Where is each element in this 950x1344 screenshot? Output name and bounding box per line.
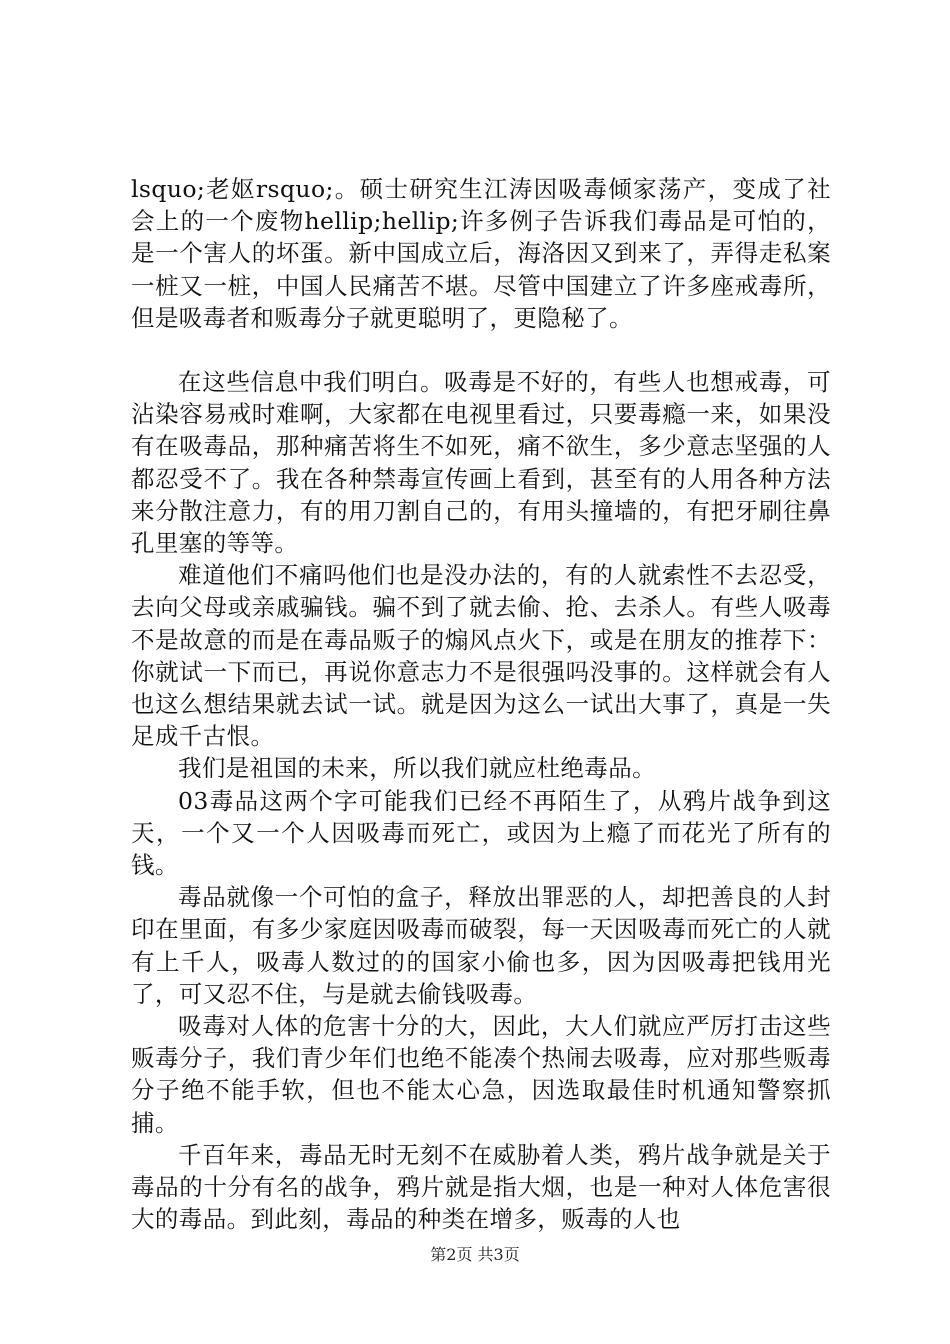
paragraph-5: 03毒品这两个字可能我们已经不再陌生了，从鸦片战争到这天，一个又一个人因吸毒而死亡，或因为上瘾了而花光了所有的钱。 [131,786,831,880]
paragraph-7: 吸毒对人体的危害十分的大，因此，大人们就应严厉打击这些贩毒分子，我们青少年们也绝不能凑个热闹去吸毒，应对那些贩毒分子绝不能手软，但也不能太心急，因选取最佳时机通知警察抓捕。 [131,1012,831,1137]
paragraph-1: lsquo;老妪rsquo;。硕士研究生江涛因吸毒倾家荡产，变成了社会上的一个废物hellip;hellip;许多例子告诉我们毒品是可怕的，是一个害人的坏蛋。新中国成立后，海洛因又到来了，弄得走私案一桩又一桩，中国人民痛苦不堪。尽管中国建立了许多座戒毒所，但是吸毒者和贩毒分子就更聪明了，更隐秘了。 [131,175,831,332]
paragraph-2: 在这些信息中我们明白。吸毒是不好的，有些人也想戒毒，可沾染容易戒时难啊，大家都在电视里看过，只要毒瘾一来，如果没有在吸毒品，那种痛苦将生不如死，痛不欲生，多少意志坚强的人都忍受不了。我在各种禁毒宣传画上看到，甚至有的人用各种方法来分散注意力，有的用刀割自己的，有用头撞墙的，有把牙刷往鼻孔里塞的等等。 [131,368,831,558]
paragraph-3: 难道他们不痛吗他们也是没办法的，有的人就索性不去忍受，去向父母或亲戚骗钱。骗不到了就去偷、抢、去杀人。有些人吸毒不是故意的而是在毒品贩子的煽风点火下，或是在朋友的推荐下：你就试一下而已，再说你意志力不是很强吗没事的。这样就会有人也这么想结果就去试一试。就是因为这么一试出大事了，真是一失足成千古恨。 [131,561,831,751]
paragraph-8: 千百年来，毒品无时无刻不在威胁着人类，鸦片战争就是关于毒品的十分有名的战争，鸦片就是指大烟，也是一种对人体危害很大的毒品。到此刻，毒品的种类在增多，贩毒的人也 [131,1140,831,1234]
paragraph-6: 毒品就像一个可怕的盒子，释放出罪恶的人，却把善良的人封印在里面，有多少家庭因吸毒而破裂，每一天因吸毒而死亡的人就有上千人，吸毒人数过的的国家小偷也多，因为因吸毒把钱用光了，可又忍不住，与是就去偷钱吸毒。 [131,883,831,1008]
paragraph-4: 我们是祖国的未来，所以我们就应杜绝毒品。 [178,754,656,783]
page-footer: 第2页 共3页 [430,1245,520,1264]
document-body [131,173,831,1236]
paragraph-spacer [131,334,831,366]
